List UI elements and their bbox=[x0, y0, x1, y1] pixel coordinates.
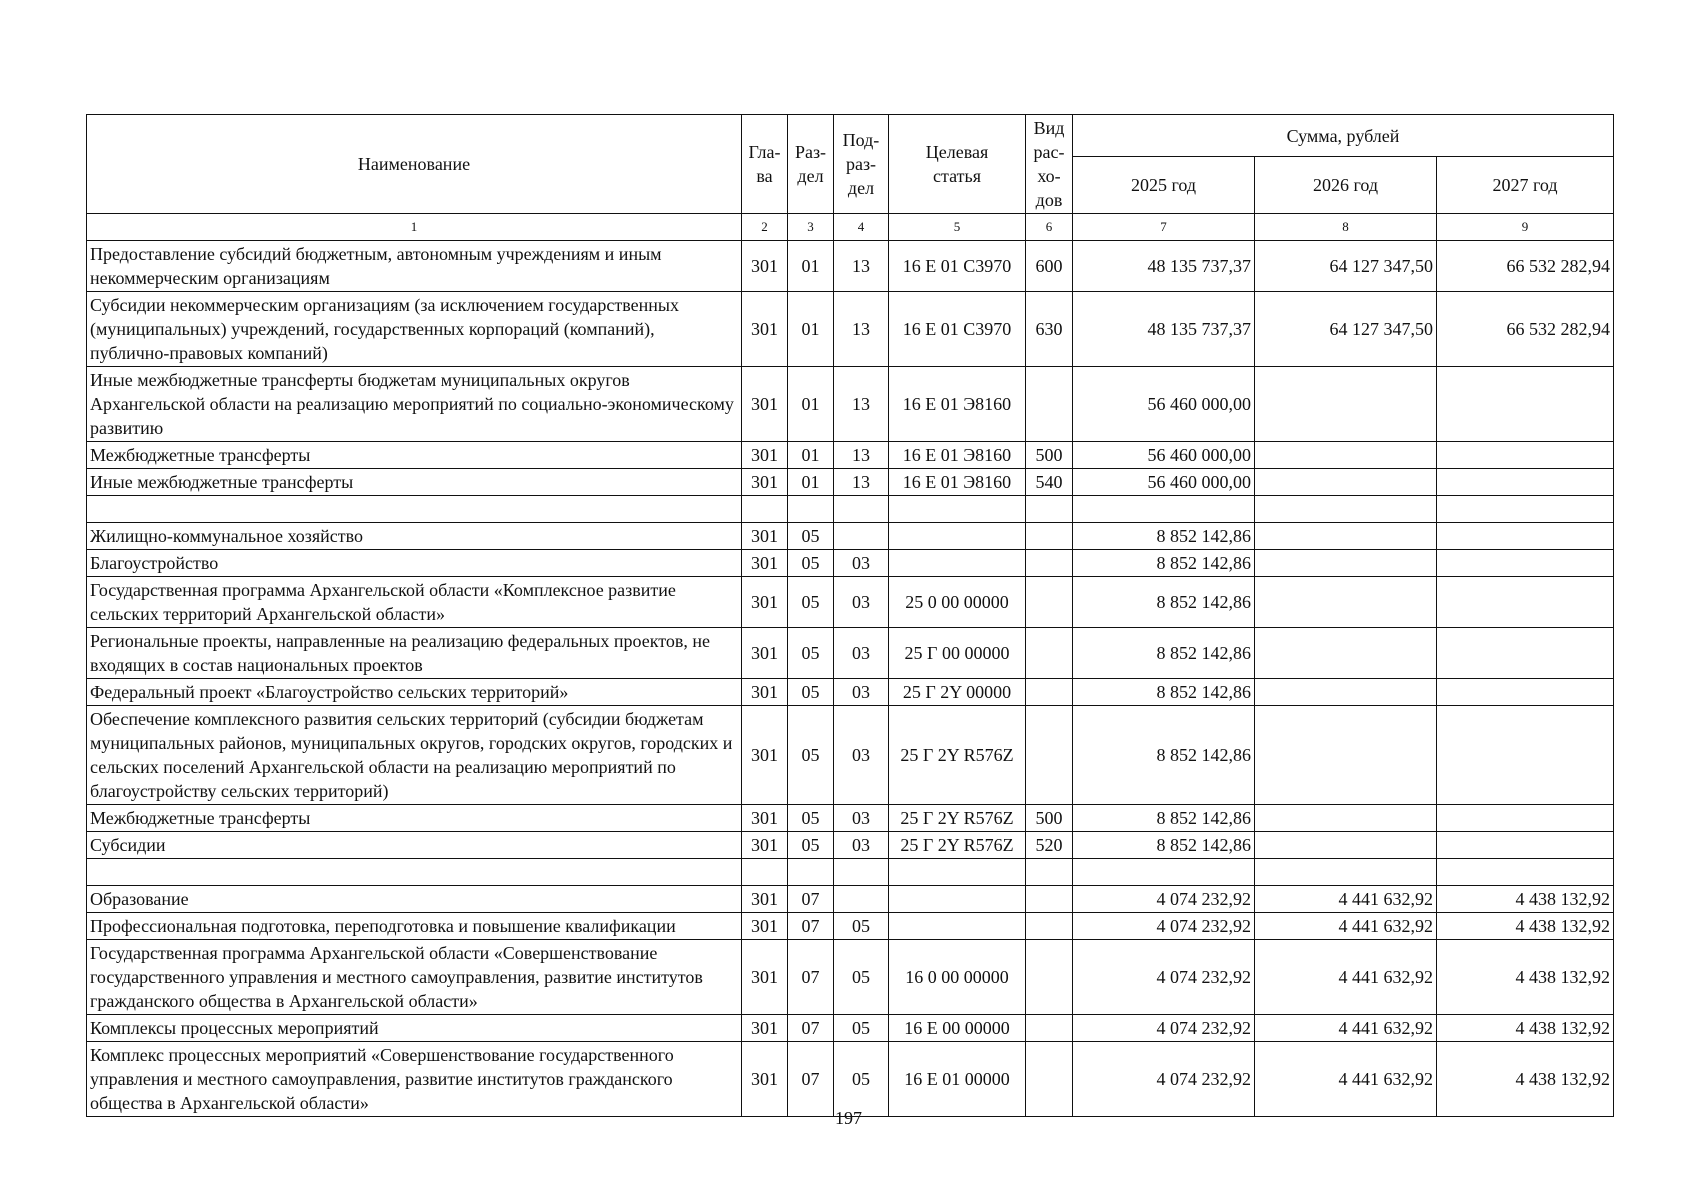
sum-2027-cell bbox=[1437, 628, 1614, 679]
target-article-cell: 25 0 00 00000 bbox=[889, 577, 1026, 628]
expense-type-cell bbox=[1026, 679, 1073, 706]
glava-cell: 301 bbox=[742, 523, 788, 550]
header-glava-text: Гла- ва bbox=[748, 142, 781, 186]
glava-cell: 301 bbox=[742, 1015, 788, 1042]
table-body bbox=[87, 241, 1614, 1117]
expense-type-cell bbox=[1026, 706, 1073, 805]
target-article-cell: 25 Г 00 00000 bbox=[889, 628, 1026, 679]
sum-2025-cell: 4 074 232,92 bbox=[1073, 886, 1255, 913]
sum-2026-cell: 4 441 632,92 bbox=[1255, 940, 1437, 1015]
sum-2025-cell: 8 852 142,86 bbox=[1073, 679, 1255, 706]
table-row bbox=[87, 940, 1614, 1015]
table-row bbox=[87, 1042, 1614, 1117]
target-article-cell: 16 Е 01 00000 bbox=[889, 1042, 1026, 1117]
target-article-cell: 25 Г 2Y R576Z bbox=[889, 706, 1026, 805]
razdel-cell: 05 bbox=[788, 679, 834, 706]
podrazdel-cell bbox=[834, 886, 889, 913]
empty-cell bbox=[834, 859, 889, 886]
empty-cell bbox=[889, 496, 1026, 523]
podrazdel-cell: 05 bbox=[834, 1042, 889, 1117]
sum-2025-cell: 8 852 142,86 bbox=[1073, 577, 1255, 628]
podrazdel-cell: 03 bbox=[834, 628, 889, 679]
podrazdel-cell: 13 bbox=[834, 241, 889, 292]
name-cell: Комплекс процессных мероприятий «Совершенствование государственного управления и местного самоуправления, развитие институтов гражданского общества в Архангельской области» bbox=[87, 1042, 742, 1117]
glava-cell: 301 bbox=[742, 550, 788, 577]
col-number: 2 bbox=[742, 214, 788, 241]
razdel-cell: 07 bbox=[788, 940, 834, 1015]
table-row bbox=[87, 886, 1614, 913]
sum-2025-cell: 4 074 232,92 bbox=[1073, 1015, 1255, 1042]
sum-2026-cell bbox=[1255, 523, 1437, 550]
empty-cell bbox=[1026, 496, 1073, 523]
target-article-cell bbox=[889, 913, 1026, 940]
podrazdel-cell: 13 bbox=[834, 442, 889, 469]
empty-cell bbox=[1073, 859, 1255, 886]
expense-type-cell bbox=[1026, 886, 1073, 913]
sum-2027-cell bbox=[1437, 832, 1614, 859]
glava-cell: 301 bbox=[742, 706, 788, 805]
glava-cell: 301 bbox=[742, 469, 788, 496]
page-number: 197 bbox=[835, 1108, 862, 1128]
sum-2025-cell: 48 135 737,37 bbox=[1073, 241, 1255, 292]
header-razdel bbox=[788, 115, 834, 214]
table-row bbox=[87, 442, 1614, 469]
target-article-cell: 25 Г 2Y R576Z bbox=[889, 832, 1026, 859]
col-number: 8 bbox=[1255, 214, 1437, 241]
razdel-cell: 05 bbox=[788, 628, 834, 679]
podrazdel-cell: 03 bbox=[834, 832, 889, 859]
empty-cell bbox=[1255, 859, 1437, 886]
sum-2025-cell: 4 074 232,92 bbox=[1073, 1042, 1255, 1117]
col-number: 9 bbox=[1437, 214, 1614, 241]
expense-type-cell bbox=[1026, 1042, 1073, 1117]
table-row bbox=[87, 523, 1614, 550]
target-article-cell: 16 Е 01 С3970 bbox=[889, 292, 1026, 367]
target-article-cell: 25 Г 2Y 00000 bbox=[889, 679, 1026, 706]
sum-2025-cell: 8 852 142,86 bbox=[1073, 805, 1255, 832]
table-row bbox=[87, 367, 1614, 442]
table-row bbox=[87, 1015, 1614, 1042]
expense-type-cell bbox=[1026, 577, 1073, 628]
razdel-cell: 05 bbox=[788, 706, 834, 805]
sum-2025-cell: 8 852 142,86 bbox=[1073, 523, 1255, 550]
name-cell: Иные межбюджетные трансферты бюджетам муниципальных округов Архангельской области на реализацию мероприятий по социально-экономическому развитию bbox=[87, 367, 742, 442]
name-cell: Комплексы процессных мероприятий bbox=[87, 1015, 742, 1042]
target-article-cell: 16 Е 01 С3970 bbox=[889, 241, 1026, 292]
table-row bbox=[87, 292, 1614, 367]
razdel-cell: 01 bbox=[788, 442, 834, 469]
empty-cell bbox=[1437, 496, 1614, 523]
table-row bbox=[87, 628, 1614, 679]
razdel-cell: 01 bbox=[788, 469, 834, 496]
sum-2026-cell bbox=[1255, 679, 1437, 706]
empty-cell bbox=[87, 496, 742, 523]
table-row bbox=[87, 241, 1614, 292]
razdel-cell: 07 bbox=[788, 1015, 834, 1042]
sum-2026-cell bbox=[1255, 469, 1437, 496]
sum-2027-cell bbox=[1437, 442, 1614, 469]
sum-2025-cell: 56 460 000,00 bbox=[1073, 469, 1255, 496]
sum-2027-cell bbox=[1437, 679, 1614, 706]
sum-2027-cell bbox=[1437, 577, 1614, 628]
sum-2025-cell: 8 852 142,86 bbox=[1073, 706, 1255, 805]
glava-cell: 301 bbox=[742, 1042, 788, 1117]
col-number: 7 bbox=[1073, 214, 1255, 241]
expense-type-cell: 630 bbox=[1026, 292, 1073, 367]
razdel-cell: 05 bbox=[788, 523, 834, 550]
target-article-cell: 16 Е 01 Э8160 bbox=[889, 442, 1026, 469]
podrazdel-cell bbox=[834, 523, 889, 550]
name-cell: Образование bbox=[87, 886, 742, 913]
sum-2027-cell bbox=[1437, 706, 1614, 805]
glava-cell: 301 bbox=[742, 577, 788, 628]
glava-cell: 301 bbox=[742, 805, 788, 832]
expense-type-cell bbox=[1026, 913, 1073, 940]
col-number: 1 bbox=[87, 214, 742, 241]
expense-type-cell bbox=[1026, 940, 1073, 1015]
name-cell: Обеспечение комплексного развития сельских территорий (субсидии бюджетам муниципальных районов, муниципальных округов, городских округов, городских и сельских поселений Архангельской области на реализацию мероприятий по благоустройству сельских территорий) bbox=[87, 706, 742, 805]
sum-2025-cell: 56 460 000,00 bbox=[1073, 442, 1255, 469]
sum-2025-cell: 4 074 232,92 bbox=[1073, 913, 1255, 940]
header-year-2025: 2025 год bbox=[1073, 157, 1255, 214]
sum-2026-cell bbox=[1255, 367, 1437, 442]
col-number: 3 bbox=[788, 214, 834, 241]
table-row bbox=[87, 550, 1614, 577]
podrazdel-cell: 03 bbox=[834, 577, 889, 628]
header-podrazdel-text: Под- раз- дел bbox=[842, 130, 880, 198]
sum-2025-cell: 8 852 142,86 bbox=[1073, 550, 1255, 577]
podrazdel-cell: 13 bbox=[834, 292, 889, 367]
expense-type-cell: 540 bbox=[1026, 469, 1073, 496]
empty-cell bbox=[1026, 859, 1073, 886]
sum-2027-cell: 4 438 132,92 bbox=[1437, 940, 1614, 1015]
razdel-cell: 07 bbox=[788, 913, 834, 940]
target-article-cell: 25 Г 2Y R576Z bbox=[889, 805, 1026, 832]
sum-2025-cell: 4 074 232,92 bbox=[1073, 940, 1255, 1015]
name-cell: Иные межбюджетные трансферты bbox=[87, 469, 742, 496]
sum-2026-cell bbox=[1255, 706, 1437, 805]
glava-cell: 301 bbox=[742, 913, 788, 940]
empty-cell bbox=[1255, 496, 1437, 523]
sum-2026-cell: 64 127 347,50 bbox=[1255, 292, 1437, 367]
sum-2026-cell bbox=[1255, 628, 1437, 679]
name-cell: Профессиональная подготовка, переподготовка и повышение квалификации bbox=[87, 913, 742, 940]
glava-cell: 301 bbox=[742, 367, 788, 442]
name-cell: Федеральный проект «Благоустройство сельских территорий» bbox=[87, 679, 742, 706]
header-razdel-text: Раз- дел bbox=[794, 142, 827, 186]
header-vid bbox=[1026, 115, 1073, 214]
col-number: 5 bbox=[889, 214, 1026, 241]
empty-cell bbox=[1073, 496, 1255, 523]
expense-type-cell: 500 bbox=[1026, 805, 1073, 832]
podrazdel-cell: 13 bbox=[834, 469, 889, 496]
razdel-cell: 01 bbox=[788, 292, 834, 367]
table-row bbox=[87, 679, 1614, 706]
name-cell: Благоустройство bbox=[87, 550, 742, 577]
glava-cell: 301 bbox=[742, 940, 788, 1015]
podrazdel-cell: 05 bbox=[834, 1015, 889, 1042]
sum-2026-cell: 4 441 632,92 bbox=[1255, 913, 1437, 940]
glava-cell: 301 bbox=[742, 241, 788, 292]
sum-2026-cell bbox=[1255, 550, 1437, 577]
sum-2025-cell: 8 852 142,86 bbox=[1073, 628, 1255, 679]
name-cell: Региональные проекты, направленные на реализацию федеральных проектов, не входящих в состав национальных проектов bbox=[87, 628, 742, 679]
header-year-2027: 2027 год bbox=[1437, 157, 1614, 214]
budget-table bbox=[86, 114, 1614, 1117]
sum-2026-cell: 4 441 632,92 bbox=[1255, 1042, 1437, 1117]
razdel-cell: 05 bbox=[788, 550, 834, 577]
razdel-cell: 05 bbox=[788, 832, 834, 859]
razdel-cell: 05 bbox=[788, 577, 834, 628]
target-article-cell: 16 0 00 00000 bbox=[889, 940, 1026, 1015]
expense-type-cell: 600 bbox=[1026, 241, 1073, 292]
blank-row bbox=[87, 859, 1614, 886]
sum-2027-cell: 4 438 132,92 bbox=[1437, 913, 1614, 940]
glava-cell: 301 bbox=[742, 832, 788, 859]
razdel-cell: 01 bbox=[788, 367, 834, 442]
sum-2026-cell bbox=[1255, 442, 1437, 469]
razdel-cell: 01 bbox=[788, 241, 834, 292]
expense-type-cell bbox=[1026, 367, 1073, 442]
empty-cell bbox=[1437, 859, 1614, 886]
empty-cell bbox=[742, 859, 788, 886]
sum-2027-cell: 66 532 282,94 bbox=[1437, 241, 1614, 292]
empty-cell bbox=[87, 859, 742, 886]
sum-2027-cell: 66 532 282,94 bbox=[1437, 292, 1614, 367]
expense-type-cell bbox=[1026, 523, 1073, 550]
sum-2027-cell bbox=[1437, 367, 1614, 442]
empty-cell bbox=[889, 859, 1026, 886]
empty-cell bbox=[742, 496, 788, 523]
name-cell: Субсидии некоммерческим организациям (за исключением государственных (муниципальных) учреждений, государственных корпораций (компаний), публично-правовых компаний) bbox=[87, 292, 742, 367]
header-year-2026: 2026 год bbox=[1255, 157, 1437, 214]
sum-2026-cell: 4 441 632,92 bbox=[1255, 886, 1437, 913]
empty-cell bbox=[834, 496, 889, 523]
glava-cell: 301 bbox=[742, 679, 788, 706]
glava-cell: 301 bbox=[742, 886, 788, 913]
expense-type-cell bbox=[1026, 628, 1073, 679]
table-row bbox=[87, 832, 1614, 859]
expense-type-cell bbox=[1026, 550, 1073, 577]
target-article-cell: 16 Е 01 Э8160 bbox=[889, 367, 1026, 442]
table-header bbox=[87, 115, 1614, 241]
expense-type-cell: 520 bbox=[1026, 832, 1073, 859]
table-row bbox=[87, 577, 1614, 628]
header-podrazdel bbox=[834, 115, 889, 214]
sum-2026-cell bbox=[1255, 832, 1437, 859]
name-cell: Межбюджетные трансферты bbox=[87, 805, 742, 832]
glava-cell: 301 bbox=[742, 292, 788, 367]
expense-type-cell bbox=[1026, 1015, 1073, 1042]
podrazdel-cell: 05 bbox=[834, 940, 889, 1015]
sum-2025-cell: 56 460 000,00 bbox=[1073, 367, 1255, 442]
name-cell: Предоставление субсидий бюджетным, автономным учреждениям и иным некоммерческим организациям bbox=[87, 241, 742, 292]
name-cell: Государственная программа Архангельской области «Комплексное развитие сельских территорий Архангельской области» bbox=[87, 577, 742, 628]
sum-2027-cell: 4 438 132,92 bbox=[1437, 1042, 1614, 1117]
table-row bbox=[87, 469, 1614, 496]
col-number: 4 bbox=[834, 214, 889, 241]
glava-cell: 301 bbox=[742, 442, 788, 469]
glava-cell: 301 bbox=[742, 628, 788, 679]
name-cell: Жилищно-коммунальное хозяйство bbox=[87, 523, 742, 550]
empty-cell bbox=[788, 496, 834, 523]
name-cell: Субсидии bbox=[87, 832, 742, 859]
podrazdel-cell: 03 bbox=[834, 550, 889, 577]
target-article-cell bbox=[889, 523, 1026, 550]
target-article-cell: 16 Е 01 Э8160 bbox=[889, 469, 1026, 496]
podrazdel-cell: 13 bbox=[834, 367, 889, 442]
sum-2027-cell bbox=[1437, 469, 1614, 496]
expense-type-cell: 500 bbox=[1026, 442, 1073, 469]
sum-2026-cell bbox=[1255, 577, 1437, 628]
table-row bbox=[87, 805, 1614, 832]
razdel-cell: 05 bbox=[788, 805, 834, 832]
header-vid-text: Вид рас- хо- дов bbox=[1033, 118, 1065, 210]
sum-2025-cell: 8 852 142,86 bbox=[1073, 832, 1255, 859]
empty-cell bbox=[788, 859, 834, 886]
target-article-cell: 16 Е 00 00000 bbox=[889, 1015, 1026, 1042]
header-target bbox=[889, 115, 1026, 214]
razdel-cell: 07 bbox=[788, 886, 834, 913]
sum-2027-cell bbox=[1437, 523, 1614, 550]
sum-2026-cell bbox=[1255, 805, 1437, 832]
sum-2027-cell: 4 438 132,92 bbox=[1437, 1015, 1614, 1042]
sum-2027-cell bbox=[1437, 805, 1614, 832]
sum-2026-cell: 64 127 347,50 bbox=[1255, 241, 1437, 292]
header-sum: Сумма, рублей bbox=[1073, 115, 1614, 157]
podrazdel-cell: 03 bbox=[834, 706, 889, 805]
razdel-cell: 07 bbox=[788, 1042, 834, 1117]
name-cell: Межбюджетные трансферты bbox=[87, 442, 742, 469]
podrazdel-cell: 05 bbox=[834, 913, 889, 940]
table-row bbox=[87, 913, 1614, 940]
podrazdel-cell: 03 bbox=[834, 805, 889, 832]
col-number: 6 bbox=[1026, 214, 1073, 241]
sum-2027-cell: 4 438 132,92 bbox=[1437, 886, 1614, 913]
sum-2027-cell bbox=[1437, 550, 1614, 577]
podrazdel-cell: 03 bbox=[834, 679, 889, 706]
header-glava bbox=[742, 115, 788, 214]
target-article-cell bbox=[889, 886, 1026, 913]
table-row bbox=[87, 706, 1614, 805]
name-cell: Государственная программа Архангельской области «Совершенствование государственного управления и местного самоуправления, развитие институтов гражданского общества в Архангельской области» bbox=[87, 940, 742, 1015]
header-name: Наименование bbox=[87, 115, 742, 214]
header-target-text: Целевая статья bbox=[925, 142, 989, 186]
target-article-cell bbox=[889, 550, 1026, 577]
sum-2025-cell: 48 135 737,37 bbox=[1073, 292, 1255, 367]
sum-2026-cell: 4 441 632,92 bbox=[1255, 1015, 1437, 1042]
blank-row bbox=[87, 496, 1614, 523]
